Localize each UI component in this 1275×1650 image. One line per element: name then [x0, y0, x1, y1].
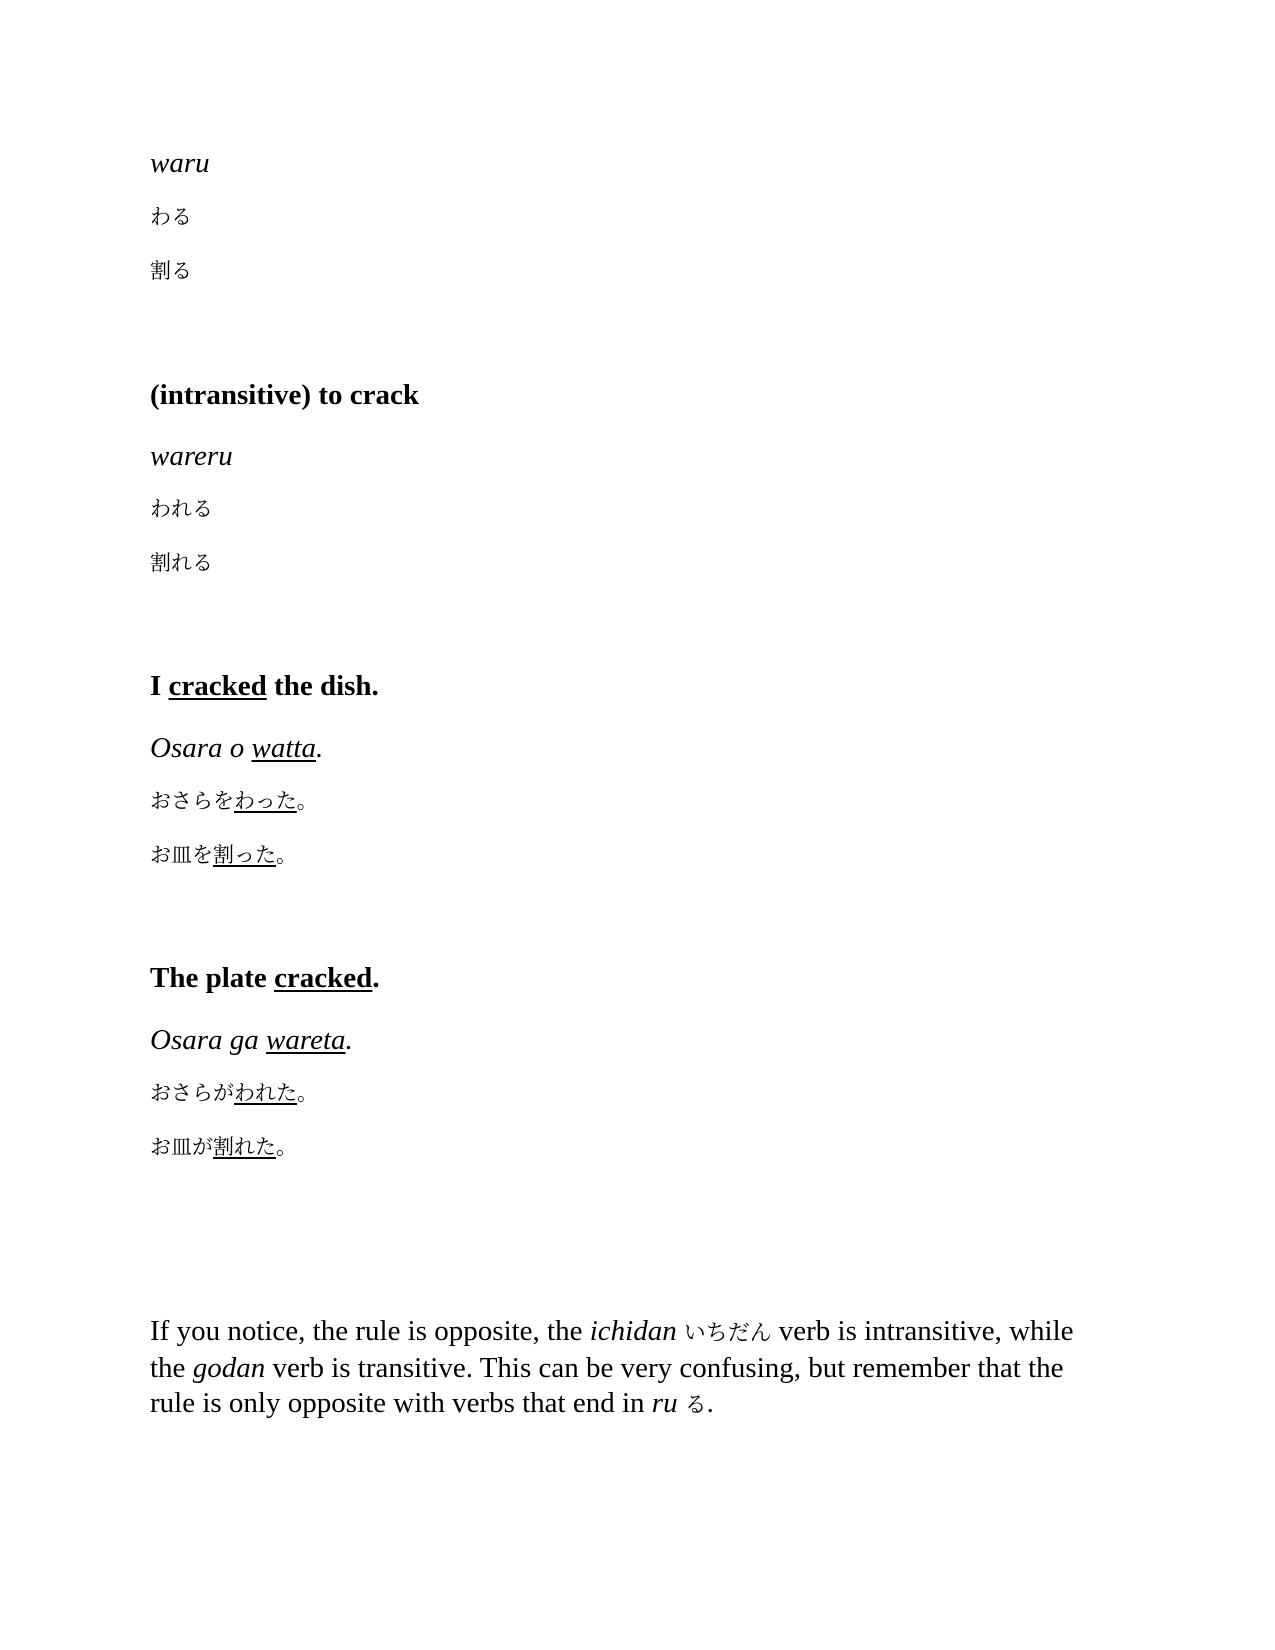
romaji-waru: waru	[150, 147, 210, 179]
term-godan: godan	[192, 1352, 266, 1384]
kana-wareru: われる	[150, 497, 213, 521]
term-ru-kana: る	[677, 1393, 707, 1418]
kanji-wareru: 割れる	[150, 551, 213, 575]
example1-romaji-underlined: watta	[251, 732, 316, 764]
example1-english-post: the dish.	[266, 670, 379, 702]
example1-english	[150, 671, 379, 703]
example1-kanji-underlined: 割った	[213, 843, 276, 867]
paragraph-text-4: .	[706, 1387, 714, 1419]
example2-romaji	[150, 1025, 353, 1057]
example2-kana-pre: おさらが	[150, 1081, 234, 1105]
example2-english-pre: The plate	[150, 962, 275, 994]
example2-english-underlined: cracked	[274, 962, 373, 994]
example2-kanji-pre: お皿が	[150, 1135, 213, 1159]
example1-english-pre: I	[150, 670, 169, 702]
heading-intransitive: (intransitive) to crack	[150, 379, 419, 411]
example1-romaji-pre: Osara o	[150, 732, 252, 764]
example2-romaji-post: .	[345, 1024, 353, 1056]
example1-kana	[150, 790, 318, 813]
example2-kanji-post: 。	[276, 1135, 297, 1159]
example1-english-underlined: cracked	[168, 670, 267, 702]
example1-kanji	[150, 844, 297, 867]
example2-kanji-underlined: 割れた	[213, 1135, 276, 1159]
example2-kana-underlined: われた	[234, 1081, 297, 1105]
example1-romaji-post: .	[315, 732, 324, 764]
term-ichidan: ichidan	[589, 1315, 677, 1347]
term-ru: ru	[651, 1387, 678, 1419]
kana-waru: わる	[150, 205, 192, 229]
example1-kana-underlined: わった	[234, 789, 297, 813]
example1-kanji-post: 。	[276, 843, 297, 867]
example1-romaji	[150, 733, 323, 765]
example2-english-post: .	[372, 962, 380, 994]
example2-romaji-pre: Osara ga	[150, 1024, 267, 1056]
example2-english	[150, 963, 380, 995]
romaji-wareru: wareru	[150, 440, 233, 472]
paragraph-text-3: verb is transitive. This can be very confusing, but remember that the rule is only opposite with verbs that end in	[150, 1352, 1064, 1419]
paragraph-text-1: If you notice, the rule is opposite, the	[150, 1315, 590, 1347]
paragraph-text-2: verb is intransitive, while the	[150, 1315, 1074, 1384]
example1-kanji-pre: お皿を	[150, 843, 213, 867]
term-ichidan-kana: いちだん	[676, 1321, 779, 1346]
example1-kana-pre: おさらを	[150, 789, 234, 813]
kanji-waru: 割る	[150, 259, 192, 283]
explanation-paragraph	[150, 1314, 1110, 1423]
example2-kana	[150, 1082, 318, 1105]
example2-kana-post: 。	[297, 1081, 318, 1105]
example2-romaji-underlined: wareta	[266, 1024, 346, 1056]
example1-kana-post: 。	[296, 789, 318, 813]
example2-kanji	[150, 1136, 297, 1159]
